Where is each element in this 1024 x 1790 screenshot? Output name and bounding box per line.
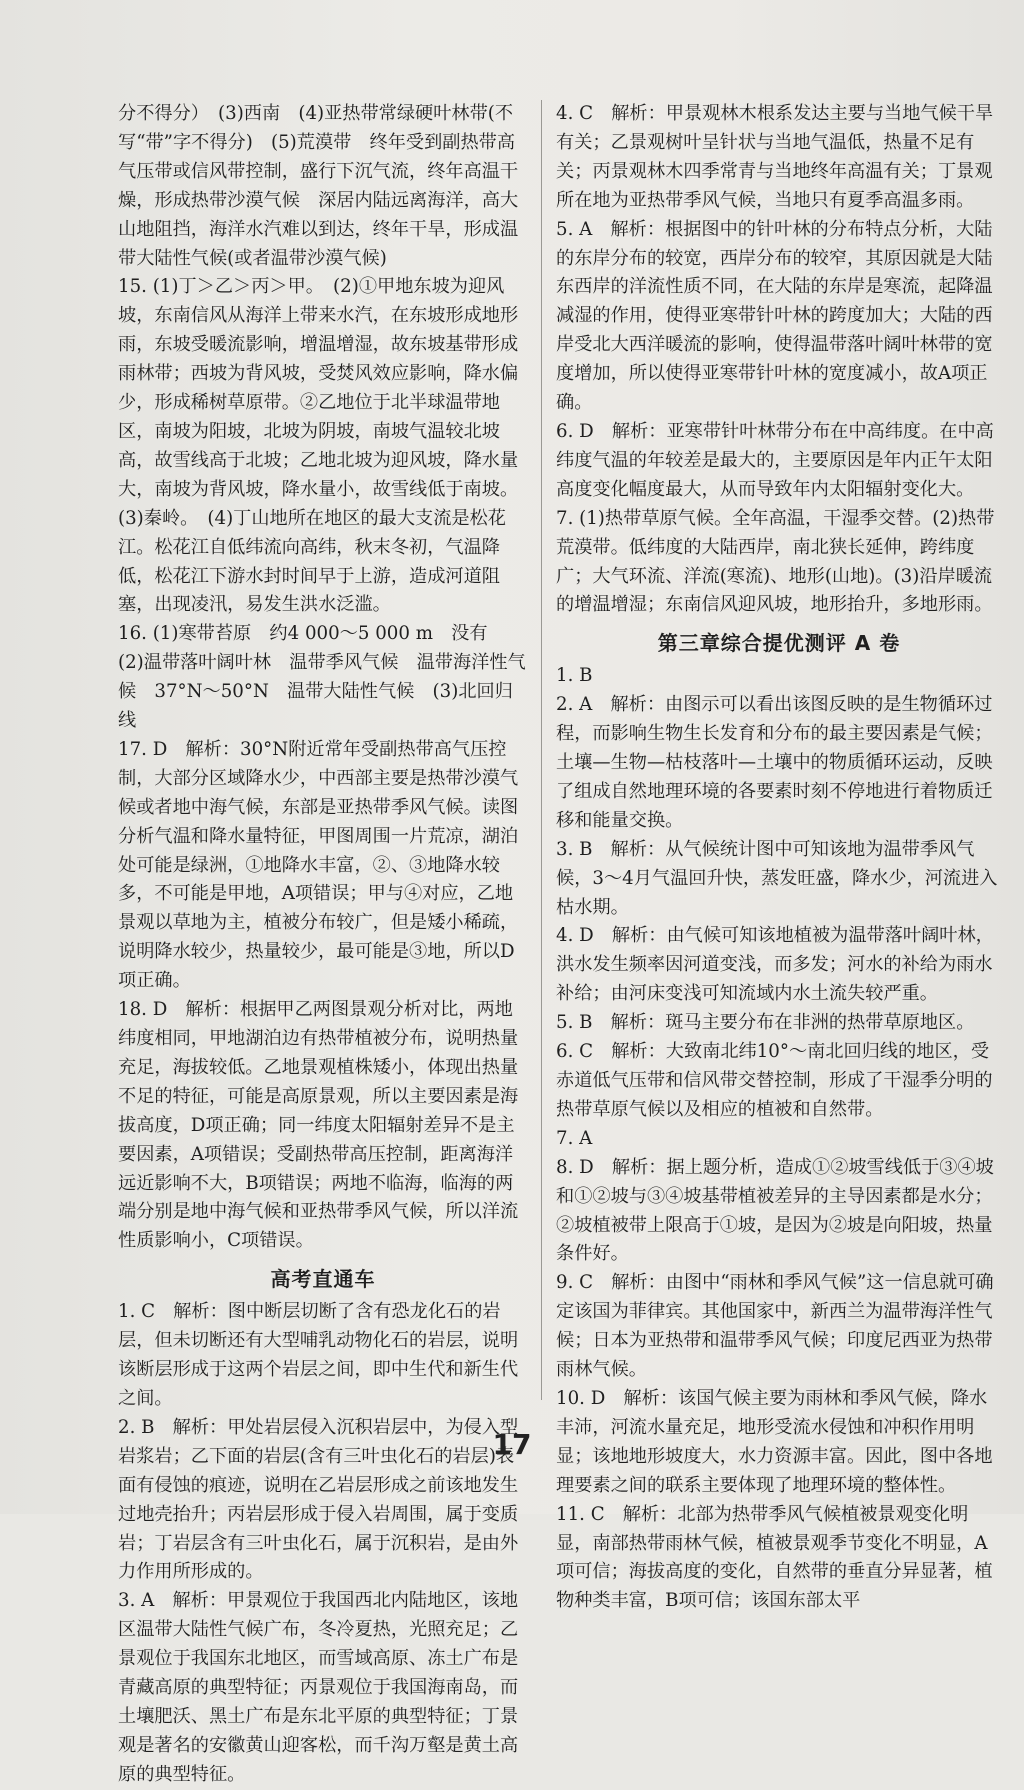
- answer-paragraph: 18. D 解析：根据甲乙两图景观分析对比，两地纬度相同，甲地湖泊边有热带植被分布，说明热量充足，海拔较低。乙地景观植株矮小，体现出热量不足的特征，可能是高原景观，所以主要因素是海拔高度，D项正确；同一纬度太阳辐射差异不是主要因素，A项错误；受副热带高压控制，距离海洋远近影响不大，B项错误；两地不临海，临海的两端分别是地中海气候和亚热带季风气候，所以洋流性质影响小，C项错误。: [118, 999, 519, 1252]
- answer-paragraph: 7. (1)热带草原气候。全年高温，干湿季交替。(2)热带荒漠带。低纬度的大陆西岸，南北狭长延伸，跨纬度广；大气环流、洋流(寒流)、地形(山地)。(3)沿岸暖流的增温增湿；东南信风迎风坡，地形抬升，多地形雨。: [556, 507, 995, 616]
- answer-paragraph: 分不得分） (3)西南 (4)亚热带常绿硬叶林带(不写“带”字不得分) (5)荒漠带 终年受到副热带高气压带或信风带控制，盛行下沉气流，终年高温干燥，形成热带沙漠气候 深居内陆远离海洋，高大山地阻挡，海洋水汽难以到达，终年干旱，形成温带大陆性气候(或者温带沙漠气候): [118, 103, 519, 269]
- column-divider: [541, 100, 542, 1400]
- answer-paragraph: 6. D 解析：亚寒带针叶林带分布在中高纬度。在中高纬度气温的年较差是最大的，主要原因是年内正午太阳高度变化幅度最大，从而导致年内太阳辐射变化大。: [556, 420, 994, 500]
- answer-paragraph: 17. D 解析：30°N附近常年受副热带高气压控制，大部分区域降水少，中西部主要是热带沙漠气候或者地中海气候，东部是亚热带季风气候。读图分析气温和降水量特征，甲图周围一片荒凉，湖泊处可能是绿洲，①地降水丰富，②、③地降水较多，不可能是甲地，A项错误；甲与④对应，乙地景观以草地为主，植被分布较广，但是矮小稀疏，说明降水较少，热量较少，最可能是③地，所以D项正确。: [118, 738, 519, 992]
- answer-paragraph: 10. D 解析：该国气候主要为雨林和季风气候，降水丰沛，河流水量充足，地形受流水侵蚀和冲积作用明显；该地地形坡度大，水力资源丰富。因此，图中各地理要素之间的联系主要体现了地理环境的整体性。: [556, 1387, 993, 1496]
- answer-paragraph: 6. C 解析：大致南北纬10°～南北回归线的地区，受赤道低气压带和信风带交替控制，形成了干湿季分明的热带草原气候以及相应的植被和自然带。: [556, 1041, 993, 1120]
- answer-paragraph: 7. A: [556, 1127, 593, 1149]
- section-heading: 第三章综合提优测评 A 卷: [657, 631, 901, 656]
- answer-paragraph: 3. A 解析：甲景观位于我国西北内陆地区，该地区温带大陆性气候广布，冬冷夏热，光照充足；乙景观位于我国东北地区，而雪域高原、冻土广布是青藏高原的典型特征；丙景观位于我国海南岛，而土壤肥沃、黑土广布是东北平原的典型特征；丁景观是著名的安徽黄山迎客松，而千沟万壑是黄土高原的典型特征。: [118, 1590, 519, 1785]
- answer-paragraph: 4. D 解析：由气候可知该地植被为温带落叶阔叶林，洪水发生频率因河道变浅，而多发；河水的补给为雨水补给；由河床变浅可知流域内水土流失较严重。: [556, 925, 994, 1005]
- answer-paragraph: 5. B 解析：斑马主要分布在非洲的热带草原地区。: [556, 1012, 975, 1034]
- answer-paragraph: 2. A 解析：由图示可以看出该图反映的是生物循环过程，而影响生物生长发育和分布的最主要因素是气候；土壤—生物—枯枝落叶—土壤中的物质循环运动，反映了组成自然地理环境的各要素时刻不停地进行着物质迁移和能量交换。: [556, 694, 993, 831]
- answer-paragraph: 16. (1)寒带苔原 约4 000～5 000 m 没有 (2)温带落叶阔叶林 温带季风气候 温带海洋性气候 37°N～50°N 温带大陆性气候 (3)北回归线: [118, 623, 526, 732]
- answer-paragraph: 1. B: [556, 665, 593, 687]
- answer-paragraph: 9. C 解析：由图中“雨林和季风气候”这一信息就可确定该国为菲律宾。其他国家中，新西兰为温带海洋性气候；日本为亚热带和温带季风气候；印度尼西亚为热带雨林气候。: [556, 1272, 994, 1381]
- answer-paragraph: 5. A 解析：根据图中的针叶林的分布特点分析，大陆的东岸分布的较宽，西岸分布的较窄，其原因就是大陆东西岸的洋流性质不同，在大陆的东岸是寒流，起降温减湿的作用，使得亚寒带针叶林的跨度加大；大陆的西岸受北大西洋暖流的影响，使得温带落叶阔叶林带的宽度增加，所以使得亚寒带针叶林的宽度减小，故A项正确。: [556, 218, 993, 414]
- section-heading: 高考直通车: [270, 1267, 376, 1292]
- answer-paragraph: 15. (1)丁＞乙＞丙＞甲。 (2)①甲地东坡为迎风坡，东南信风从海洋上带来水汽，在东坡形成地形雨，东坡受暖流影响，增温增湿，故东坡基带形成雨林带；西坡为背风坡，受焚风效应影响，降水偏少，形成稀树草原带。②乙地位于北半球温带地区，南坡为阳坡，北坡为阴坡，南坡气温较北坡高，故雪线高于北坡；乙地北坡为迎风坡，降水量大，南坡为背风坡，降水量小，故雪线低于南坡。(3)秦岭。 (4)丁山地所在地区的最大支流是松花江。松花江自低纬流向高纬，秋末冬初，气温降低，松花江下游水封时间早于上游，造成河道阻塞，出现凌汛，易发生洪水泛滥。: [118, 276, 519, 616]
- left-column: [118, 100, 528, 1790]
- right-column: [556, 100, 1002, 1616]
- answer-paragraph: 1. C 解析：图中断层切断了含有恐龙化石的岩层，但未切断还有大型哺乳动物化石的岩层，说明该断层形成于这两个岩层之间，即中生代和新生代之间。: [118, 1301, 519, 1409]
- answer-paragraph: 2. B 解析：甲处岩层侵入沉积岩层中，为侵入型岩浆岩；乙下面的岩层(含有三叶虫化石的岩层)表面有侵蚀的痕迹，说明在乙岩层形成之前该地发生过地壳抬升；丙岩层形成于侵入岩周围，属于变质岩；丁岩层含有三叶虫化石，属于沉积岩，是由外力作用所形成的。: [118, 1416, 519, 1583]
- answer-paragraph: 8. D 解析：据上题分析，造成①②坡雪线低于③④坡和①②坡与③④坡基带植被差异的主导因素都是水分；②坡植被带上限高于①坡，是因为②坡是向阳坡，热量条件好。: [556, 1156, 994, 1265]
- answer-paragraph: 3. B 解析：从气候统计图中可知该地为温带季风气候，3～4月气温回升快，蒸发旺盛，降水少，河流进入枯水期。: [556, 838, 998, 918]
- answer-paragraph: 11. C 解析：北部为热带季风气候植被景观变化明显，南部热带雨林气候，植被景观季节变化不明显，A项可信；海拔高度的变化，自然带的垂直分异显著，植物种类丰富，B项可信；该国东部太平: [556, 1503, 993, 1612]
- page-number: 17: [492, 1428, 532, 1461]
- answer-paragraph: 4. C 解析：甲景观林木根系发达主要与当地气候干旱有关；乙景观树叶呈针状与当地气温低，热量不足有关；丙景观林木四季常青与当地终年高温有关；丁景观所在地为亚热带季风气候，当地只有夏季高温多雨。: [556, 103, 994, 211]
